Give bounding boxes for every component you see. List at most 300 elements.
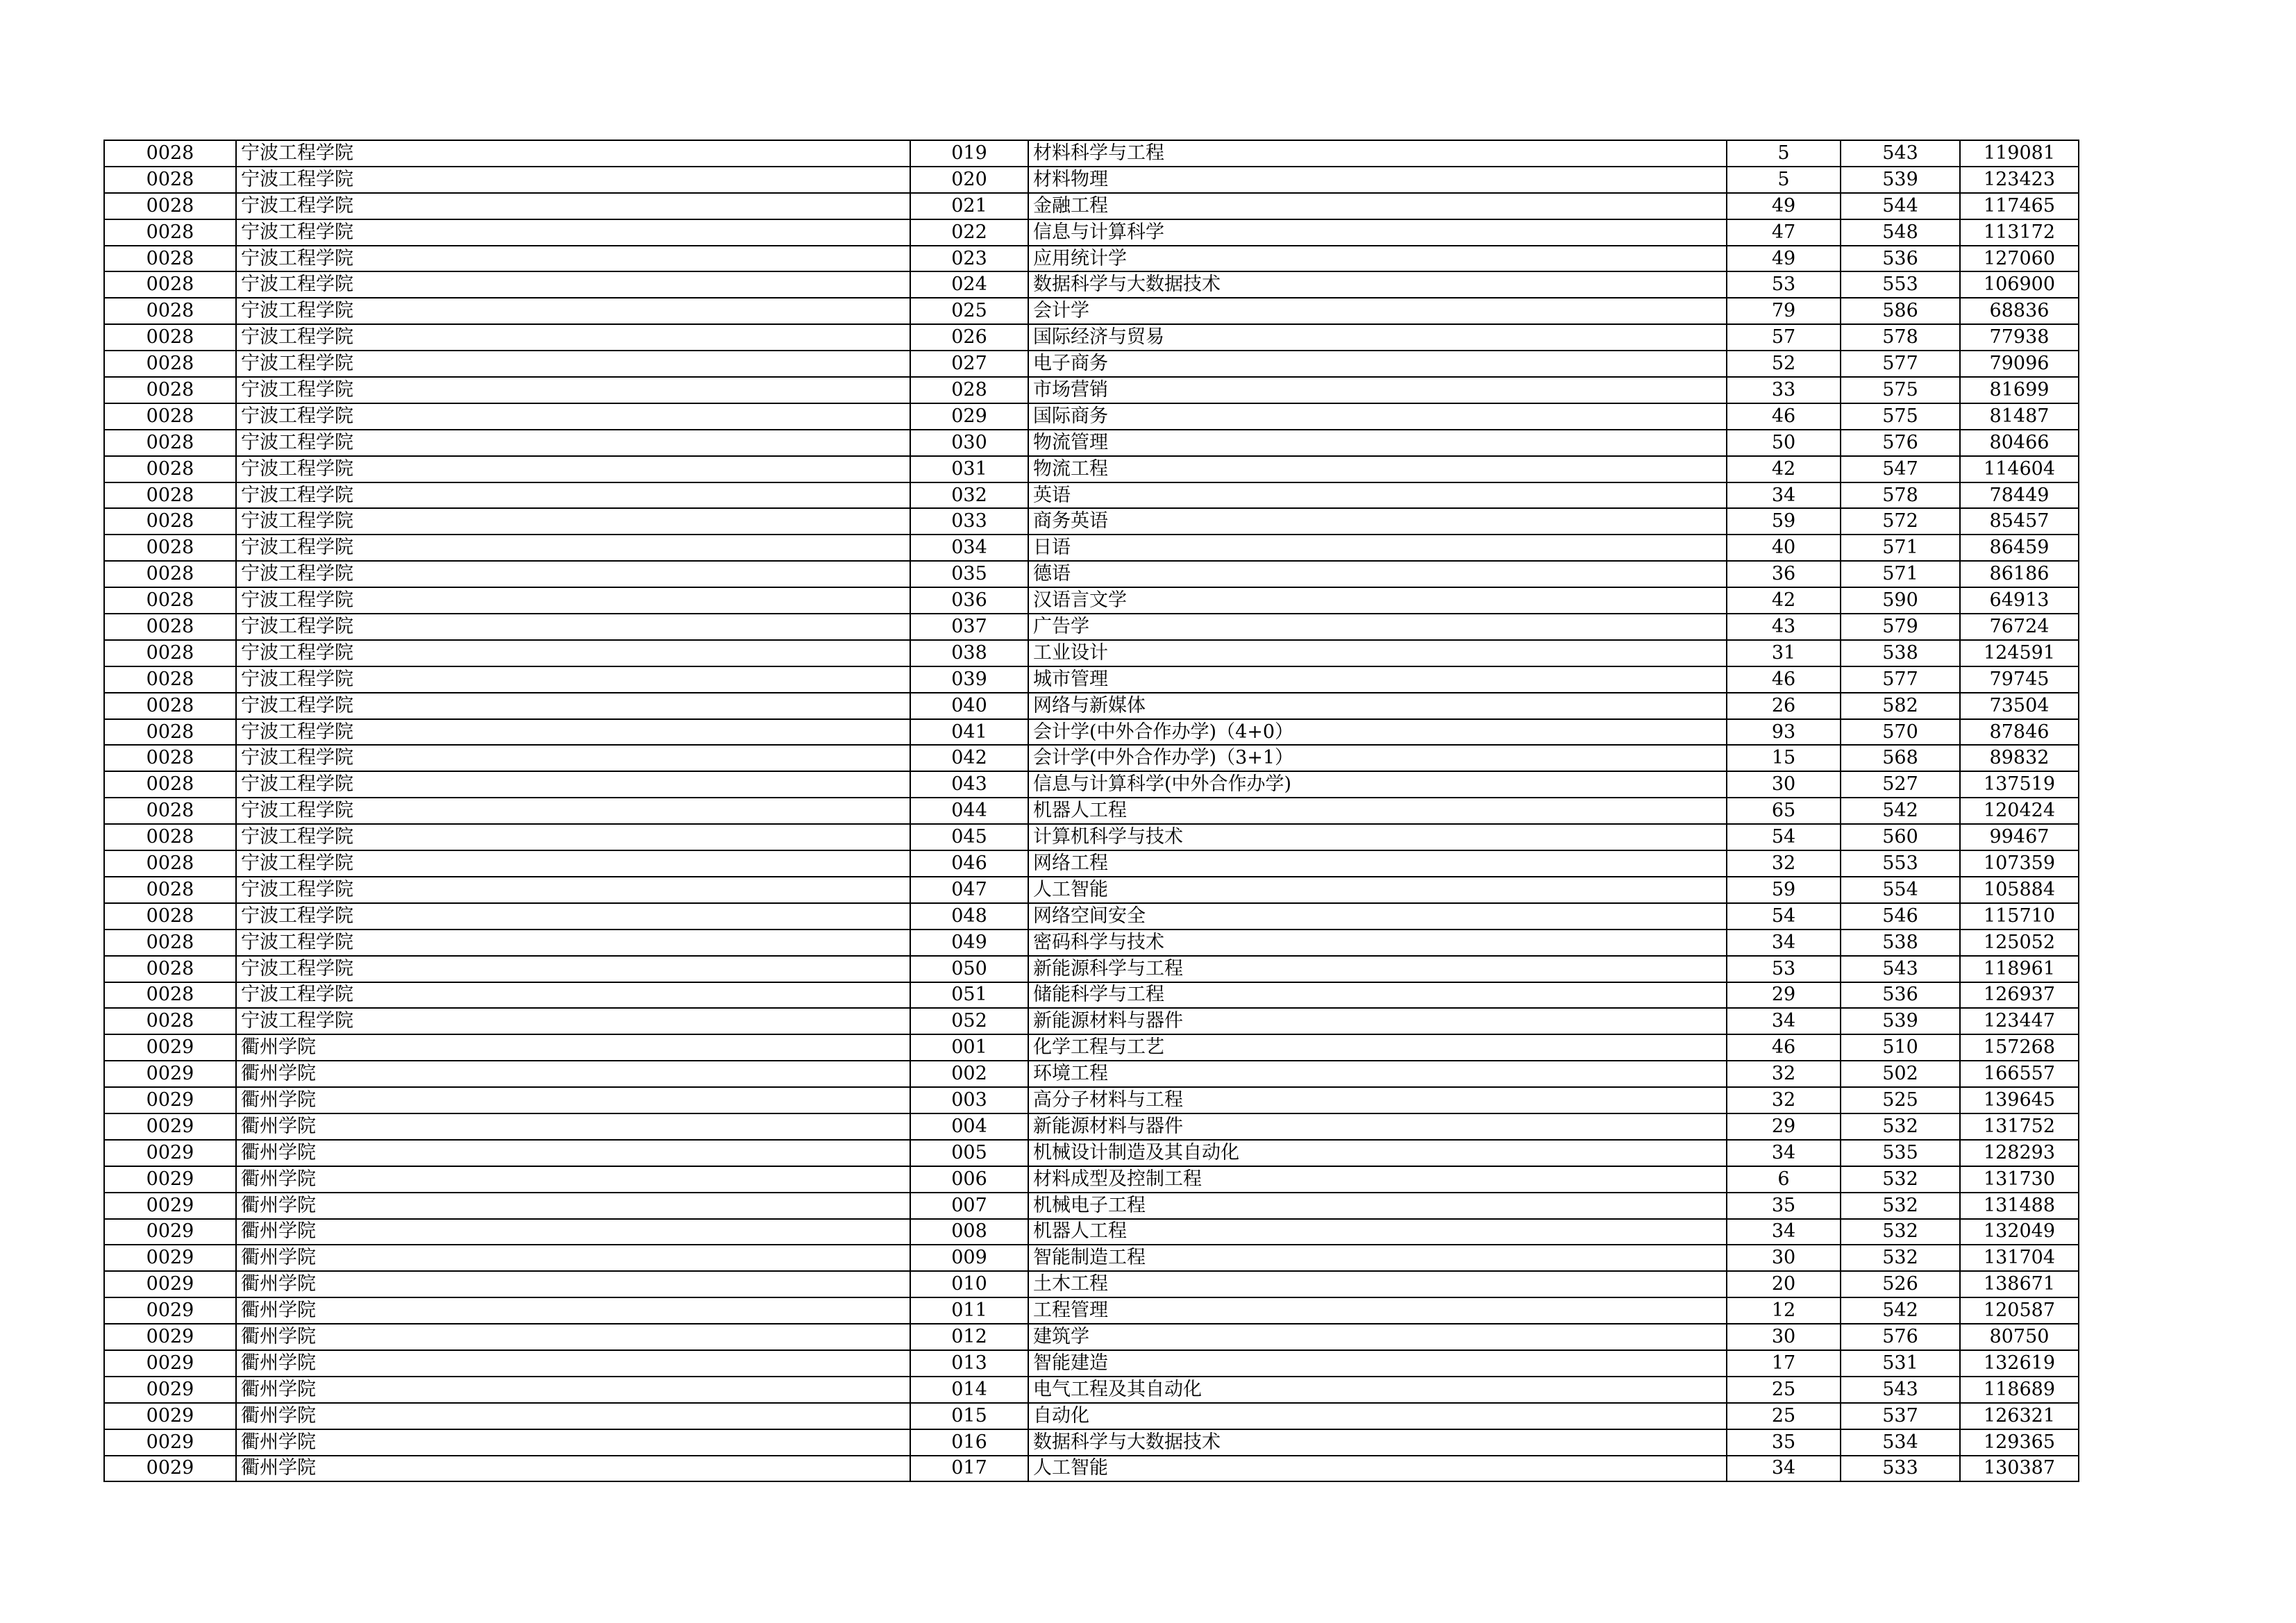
major-name-cell: 会计学(中外合作办学)（3+1） [1028, 745, 1727, 771]
table-row [104, 930, 2079, 956]
school-code-cell: 0029 [104, 1219, 236, 1245]
major-code-cell: 037 [910, 614, 1028, 640]
table-row [104, 1271, 2079, 1297]
school-name-cell: 衢州学院 [236, 1324, 910, 1350]
major-code-cell: 019 [910, 140, 1028, 167]
plan-count-cell: 32 [1727, 850, 1841, 877]
plan-count-cell: 30 [1727, 1324, 1841, 1350]
min-score-cell: 544 [1841, 193, 1960, 219]
school-code-cell: 0028 [104, 903, 236, 930]
school-code-cell: 0029 [104, 1034, 236, 1061]
major-code-cell: 032 [910, 482, 1028, 509]
school-code-cell: 0028 [104, 351, 236, 377]
min-score-cell: 546 [1841, 903, 1960, 930]
major-code-cell: 020 [910, 167, 1028, 193]
rank-cell: 80750 [1960, 1324, 2079, 1350]
rank-cell: 130387 [1960, 1456, 2079, 1482]
major-code-cell: 001 [910, 1034, 1028, 1061]
major-name-cell: 商务英语 [1028, 508, 1727, 535]
school-code-cell: 0029 [104, 1166, 236, 1193]
plan-count-cell: 36 [1727, 561, 1841, 587]
plan-count-cell: 54 [1727, 824, 1841, 850]
table-row [104, 1456, 2079, 1482]
major-code-cell: 016 [910, 1429, 1028, 1456]
major-name-cell: 日语 [1028, 535, 1727, 561]
school-code-cell: 0029 [104, 1403, 236, 1429]
major-name-cell: 人工智能 [1028, 877, 1727, 903]
major-name-cell: 机器人工程 [1028, 1219, 1727, 1245]
major-code-cell: 005 [910, 1140, 1028, 1166]
rank-cell: 86186 [1960, 561, 2079, 587]
school-name-cell: 衢州学院 [236, 1429, 910, 1456]
table-row [104, 587, 2079, 614]
major-name-cell: 智能制造工程 [1028, 1245, 1727, 1271]
major-name-cell: 新能源科学与工程 [1028, 956, 1727, 982]
plan-count-cell: 20 [1727, 1271, 1841, 1297]
school-name-cell: 衢州学院 [236, 1113, 910, 1140]
plan-count-cell: 47 [1727, 219, 1841, 246]
table-row [104, 1350, 2079, 1377]
major-code-cell: 017 [910, 1456, 1028, 1482]
table-row [104, 193, 2079, 219]
table-row [104, 693, 2079, 719]
rank-cell: 131704 [1960, 1245, 2079, 1271]
table-row [104, 1140, 2079, 1166]
school-name-cell: 宁波工程学院 [236, 798, 910, 824]
rank-cell: 120587 [1960, 1297, 2079, 1324]
school-code-cell: 0028 [104, 324, 236, 351]
table-row [104, 850, 2079, 877]
school-name-cell: 衢州学院 [236, 1297, 910, 1324]
major-name-cell: 机械电子工程 [1028, 1193, 1727, 1219]
major-name-cell: 会计学 [1028, 298, 1727, 324]
table-row [104, 1166, 2079, 1193]
school-name-cell: 宁波工程学院 [236, 666, 910, 693]
major-code-cell: 013 [910, 1350, 1028, 1377]
school-code-cell: 0029 [104, 1297, 236, 1324]
rank-cell: 117465 [1960, 193, 2079, 219]
major-name-cell: 信息与计算科学(中外合作办学) [1028, 771, 1727, 798]
plan-count-cell: 34 [1727, 1140, 1841, 1166]
min-score-cell: 532 [1841, 1166, 1960, 1193]
plan-count-cell: 34 [1727, 482, 1841, 509]
school-name-cell: 宁波工程学院 [236, 903, 910, 930]
school-code-cell: 0028 [104, 482, 236, 509]
major-code-cell: 049 [910, 930, 1028, 956]
major-name-cell: 材料科学与工程 [1028, 140, 1727, 167]
plan-count-cell: 5 [1727, 140, 1841, 167]
plan-count-cell: 26 [1727, 693, 1841, 719]
plan-count-cell: 5 [1727, 167, 1841, 193]
major-code-cell: 043 [910, 771, 1028, 798]
rank-cell: 76724 [1960, 614, 2079, 640]
table-row [104, 1087, 2079, 1113]
plan-count-cell: 12 [1727, 1297, 1841, 1324]
plan-count-cell: 25 [1727, 1377, 1841, 1403]
rank-cell: 115710 [1960, 903, 2079, 930]
table-row [104, 903, 2079, 930]
school-name-cell: 宁波工程学院 [236, 1008, 910, 1034]
major-name-cell: 金融工程 [1028, 193, 1727, 219]
min-score-cell: 532 [1841, 1219, 1960, 1245]
table-row [104, 219, 2079, 246]
school-name-cell: 宁波工程学院 [236, 403, 910, 430]
major-code-cell: 004 [910, 1113, 1028, 1140]
rank-cell: 123447 [1960, 1008, 2079, 1034]
major-name-cell: 计算机科学与技术 [1028, 824, 1727, 850]
school-name-cell: 宁波工程学院 [236, 930, 910, 956]
major-code-cell: 029 [910, 403, 1028, 430]
school-name-cell: 衢州学院 [236, 1377, 910, 1403]
rank-cell: 125052 [1960, 930, 2079, 956]
school-code-cell: 0029 [104, 1429, 236, 1456]
school-code-cell: 0028 [104, 219, 236, 246]
plan-count-cell: 53 [1727, 956, 1841, 982]
min-score-cell: 543 [1841, 956, 1960, 982]
major-name-cell: 材料物理 [1028, 167, 1727, 193]
school-name-cell: 宁波工程学院 [236, 377, 910, 403]
school-name-cell: 衢州学院 [236, 1087, 910, 1113]
rank-cell: 118689 [1960, 1377, 2079, 1403]
rank-cell: 139645 [1960, 1087, 2079, 1113]
major-code-cell: 024 [910, 271, 1028, 298]
table-row [104, 1034, 2079, 1061]
school-name-cell: 衢州学院 [236, 1245, 910, 1271]
major-code-cell: 002 [910, 1061, 1028, 1087]
table-row [104, 745, 2079, 771]
plan-count-cell: 59 [1727, 877, 1841, 903]
major-code-cell: 034 [910, 535, 1028, 561]
school-code-cell: 0028 [104, 640, 236, 666]
table-row [104, 982, 2079, 1009]
school-name-cell: 宁波工程学院 [236, 351, 910, 377]
min-score-cell: 568 [1841, 745, 1960, 771]
school-name-cell: 宁波工程学院 [236, 824, 910, 850]
school-code-cell: 0029 [104, 1113, 236, 1140]
rank-cell: 114604 [1960, 456, 2079, 482]
major-name-cell: 广告学 [1028, 614, 1727, 640]
school-name-cell: 衢州学院 [236, 1403, 910, 1429]
rank-cell: 127060 [1960, 246, 2079, 272]
school-code-cell: 0029 [104, 1324, 236, 1350]
school-name-cell: 衢州学院 [236, 1219, 910, 1245]
school-code-cell: 0029 [104, 1061, 236, 1087]
min-score-cell: 575 [1841, 377, 1960, 403]
school-name-cell: 宁波工程学院 [236, 693, 910, 719]
school-name-cell: 宁波工程学院 [236, 219, 910, 246]
plan-count-cell: 46 [1727, 666, 1841, 693]
rank-cell: 131752 [1960, 1113, 2079, 1140]
major-name-cell: 新能源材料与器件 [1028, 1113, 1727, 1140]
table-row [104, 956, 2079, 982]
min-score-cell: 576 [1841, 1324, 1960, 1350]
school-code-cell: 0029 [104, 1271, 236, 1297]
min-score-cell: 572 [1841, 508, 1960, 535]
rank-cell: 99467 [1960, 824, 2079, 850]
school-code-cell: 0028 [104, 877, 236, 903]
major-code-cell: 026 [910, 324, 1028, 351]
rank-cell: 132619 [1960, 1350, 2079, 1377]
plan-count-cell: 40 [1727, 535, 1841, 561]
min-score-cell: 590 [1841, 587, 1960, 614]
table-row [104, 508, 2079, 535]
plan-count-cell: 46 [1727, 1034, 1841, 1061]
major-code-cell: 044 [910, 798, 1028, 824]
school-code-cell: 0028 [104, 1008, 236, 1034]
school-name-cell: 宁波工程学院 [236, 140, 910, 167]
table-row [104, 298, 2079, 324]
school-code-cell: 0028 [104, 561, 236, 587]
school-name-cell: 宁波工程学院 [236, 246, 910, 272]
plan-count-cell: 50 [1727, 430, 1841, 456]
major-name-cell: 材料成型及控制工程 [1028, 1166, 1727, 1193]
table-row [104, 561, 2079, 587]
major-code-cell: 006 [910, 1166, 1028, 1193]
rank-cell: 106900 [1960, 271, 2079, 298]
school-name-cell: 宁波工程学院 [236, 850, 910, 877]
min-score-cell: 578 [1841, 324, 1960, 351]
school-code-cell: 0029 [104, 1140, 236, 1166]
min-score-cell: 543 [1841, 1377, 1960, 1403]
table-row [104, 719, 2079, 746]
major-code-cell: 021 [910, 193, 1028, 219]
min-score-cell: 553 [1841, 850, 1960, 877]
school-code-cell: 0029 [104, 1245, 236, 1271]
rank-cell: 68836 [1960, 298, 2079, 324]
school-name-cell: 衢州学院 [236, 1271, 910, 1297]
table-row [104, 614, 2079, 640]
school-code-cell: 0029 [104, 1350, 236, 1377]
table-row [104, 1245, 2079, 1271]
rank-cell: 118961 [1960, 956, 2079, 982]
major-code-cell: 031 [910, 456, 1028, 482]
min-score-cell: 532 [1841, 1193, 1960, 1219]
rank-cell: 119081 [1960, 140, 2079, 167]
school-code-cell: 0028 [104, 140, 236, 167]
table-row [104, 1219, 2079, 1245]
table-row [104, 167, 2079, 193]
school-name-cell: 宁波工程学院 [236, 298, 910, 324]
rank-cell: 129365 [1960, 1429, 2079, 1456]
min-score-cell: 543 [1841, 140, 1960, 167]
major-code-cell: 023 [910, 246, 1028, 272]
min-score-cell: 538 [1841, 640, 1960, 666]
rank-cell: 85457 [1960, 508, 2079, 535]
school-code-cell: 0028 [104, 298, 236, 324]
major-code-cell: 028 [910, 377, 1028, 403]
min-score-cell: 576 [1841, 430, 1960, 456]
table-row [104, 482, 2079, 509]
table-row [104, 877, 2079, 903]
school-code-cell: 0028 [104, 167, 236, 193]
school-name-cell: 宁波工程学院 [236, 535, 910, 561]
plan-count-cell: 42 [1727, 587, 1841, 614]
min-score-cell: 586 [1841, 298, 1960, 324]
school-code-cell: 0028 [104, 193, 236, 219]
min-score-cell: 526 [1841, 1271, 1960, 1297]
plan-count-cell: 17 [1727, 1350, 1841, 1377]
school-name-cell: 衢州学院 [236, 1166, 910, 1193]
school-name-cell: 宁波工程学院 [236, 561, 910, 587]
plan-count-cell: 34 [1727, 1456, 1841, 1482]
major-code-cell: 039 [910, 666, 1028, 693]
rank-cell: 89832 [1960, 745, 2079, 771]
plan-count-cell: 57 [1727, 324, 1841, 351]
major-name-cell: 市场营销 [1028, 377, 1727, 403]
school-name-cell: 衢州学院 [236, 1034, 910, 1061]
admission-table [103, 140, 2079, 1482]
min-score-cell: 536 [1841, 246, 1960, 272]
min-score-cell: 553 [1841, 271, 1960, 298]
min-score-cell: 536 [1841, 982, 1960, 1009]
rank-cell: 64913 [1960, 587, 2079, 614]
school-code-cell: 0028 [104, 456, 236, 482]
school-name-cell: 宁波工程学院 [236, 719, 910, 746]
major-code-cell: 041 [910, 719, 1028, 746]
min-score-cell: 571 [1841, 561, 1960, 587]
min-score-cell: 571 [1841, 535, 1960, 561]
table-row [104, 1297, 2079, 1324]
rank-cell: 107359 [1960, 850, 2079, 877]
major-name-cell: 土木工程 [1028, 1271, 1727, 1297]
rank-cell: 80466 [1960, 430, 2079, 456]
min-score-cell: 510 [1841, 1034, 1960, 1061]
major-code-cell: 008 [910, 1219, 1028, 1245]
plan-count-cell: 15 [1727, 745, 1841, 771]
school-name-cell: 衢州学院 [236, 1140, 910, 1166]
school-name-cell: 衢州学院 [236, 1350, 910, 1377]
school-code-cell: 0028 [104, 587, 236, 614]
rank-cell: 126321 [1960, 1403, 2079, 1429]
major-name-cell: 自动化 [1028, 1403, 1727, 1429]
major-name-cell: 环境工程 [1028, 1061, 1727, 1087]
plan-count-cell: 65 [1727, 798, 1841, 824]
plan-count-cell: 30 [1727, 771, 1841, 798]
table-row [104, 403, 2079, 430]
major-code-cell: 009 [910, 1245, 1028, 1271]
rank-cell: 113172 [1960, 219, 2079, 246]
rank-cell: 81699 [1960, 377, 2079, 403]
table-row [104, 771, 2079, 798]
major-code-cell: 010 [910, 1271, 1028, 1297]
major-name-cell: 国际商务 [1028, 403, 1727, 430]
rank-cell: 131730 [1960, 1166, 2079, 1193]
major-code-cell: 011 [910, 1297, 1028, 1324]
school-code-cell: 0028 [104, 719, 236, 746]
major-name-cell: 电气工程及其自动化 [1028, 1377, 1727, 1403]
school-name-cell: 宁波工程学院 [236, 324, 910, 351]
rank-cell: 157268 [1960, 1034, 2079, 1061]
min-score-cell: 527 [1841, 771, 1960, 798]
major-name-cell: 储能科学与工程 [1028, 982, 1727, 1009]
school-name-cell: 宁波工程学院 [236, 456, 910, 482]
plan-count-cell: 29 [1727, 982, 1841, 1009]
table-row [104, 535, 2079, 561]
major-name-cell: 数据科学与大数据技术 [1028, 271, 1727, 298]
plan-count-cell: 34 [1727, 930, 1841, 956]
rank-cell: 128293 [1960, 1140, 2079, 1166]
rank-cell: 123423 [1960, 167, 2079, 193]
plan-count-cell: 34 [1727, 1219, 1841, 1245]
school-name-cell: 宁波工程学院 [236, 482, 910, 509]
major-code-cell: 038 [910, 640, 1028, 666]
min-score-cell: 539 [1841, 167, 1960, 193]
plan-count-cell: 30 [1727, 1245, 1841, 1271]
table-row [104, 1429, 2079, 1456]
min-score-cell: 525 [1841, 1087, 1960, 1113]
min-score-cell: 578 [1841, 482, 1960, 509]
plan-count-cell: 49 [1727, 193, 1841, 219]
min-score-cell: 547 [1841, 456, 1960, 482]
table-row [104, 1403, 2079, 1429]
min-score-cell: 537 [1841, 1403, 1960, 1429]
min-score-cell: 554 [1841, 877, 1960, 903]
school-code-cell: 0028 [104, 535, 236, 561]
school-code-cell: 0028 [104, 693, 236, 719]
rank-cell: 105884 [1960, 877, 2079, 903]
school-code-cell: 0028 [104, 430, 236, 456]
min-score-cell: 535 [1841, 1140, 1960, 1166]
table-row [104, 1377, 2079, 1403]
major-code-cell: 033 [910, 508, 1028, 535]
rank-cell: 138671 [1960, 1271, 2079, 1297]
plan-count-cell: 29 [1727, 1113, 1841, 1140]
major-code-cell: 030 [910, 430, 1028, 456]
major-name-cell: 工程管理 [1028, 1297, 1727, 1324]
table-row [104, 1061, 2079, 1087]
school-code-cell: 0029 [104, 1456, 236, 1482]
rank-cell: 78449 [1960, 482, 2079, 509]
min-score-cell: 560 [1841, 824, 1960, 850]
major-name-cell: 物流管理 [1028, 430, 1727, 456]
school-code-cell: 0028 [104, 246, 236, 272]
major-code-cell: 003 [910, 1087, 1028, 1113]
school-code-cell: 0028 [104, 271, 236, 298]
school-code-cell: 0028 [104, 956, 236, 982]
min-score-cell: 532 [1841, 1245, 1960, 1271]
min-score-cell: 532 [1841, 1113, 1960, 1140]
major-name-cell: 建筑学 [1028, 1324, 1727, 1350]
major-code-cell: 048 [910, 903, 1028, 930]
school-name-cell: 宁波工程学院 [236, 745, 910, 771]
rank-cell: 131488 [1960, 1193, 2079, 1219]
plan-count-cell: 32 [1727, 1087, 1841, 1113]
rank-cell: 120424 [1960, 798, 2079, 824]
major-code-cell: 036 [910, 587, 1028, 614]
major-code-cell: 047 [910, 877, 1028, 903]
plan-count-cell: 93 [1727, 719, 1841, 746]
table-row [104, 798, 2079, 824]
major-code-cell: 022 [910, 219, 1028, 246]
major-name-cell: 网络与新媒体 [1028, 693, 1727, 719]
school-name-cell: 衢州学院 [236, 1193, 910, 1219]
min-score-cell: 531 [1841, 1350, 1960, 1377]
table-row [104, 1113, 2079, 1140]
major-code-cell: 045 [910, 824, 1028, 850]
rank-cell: 81487 [1960, 403, 2079, 430]
rank-cell: 166557 [1960, 1061, 2079, 1087]
table-row [104, 430, 2079, 456]
major-name-cell: 国际经济与贸易 [1028, 324, 1727, 351]
min-score-cell: 502 [1841, 1061, 1960, 1087]
rank-cell: 79096 [1960, 351, 2079, 377]
rank-cell: 77938 [1960, 324, 2079, 351]
plan-count-cell: 34 [1727, 1008, 1841, 1034]
school-name-cell: 宁波工程学院 [236, 587, 910, 614]
school-code-cell: 0028 [104, 508, 236, 535]
school-code-cell: 0029 [104, 1193, 236, 1219]
school-code-cell: 0028 [104, 377, 236, 403]
